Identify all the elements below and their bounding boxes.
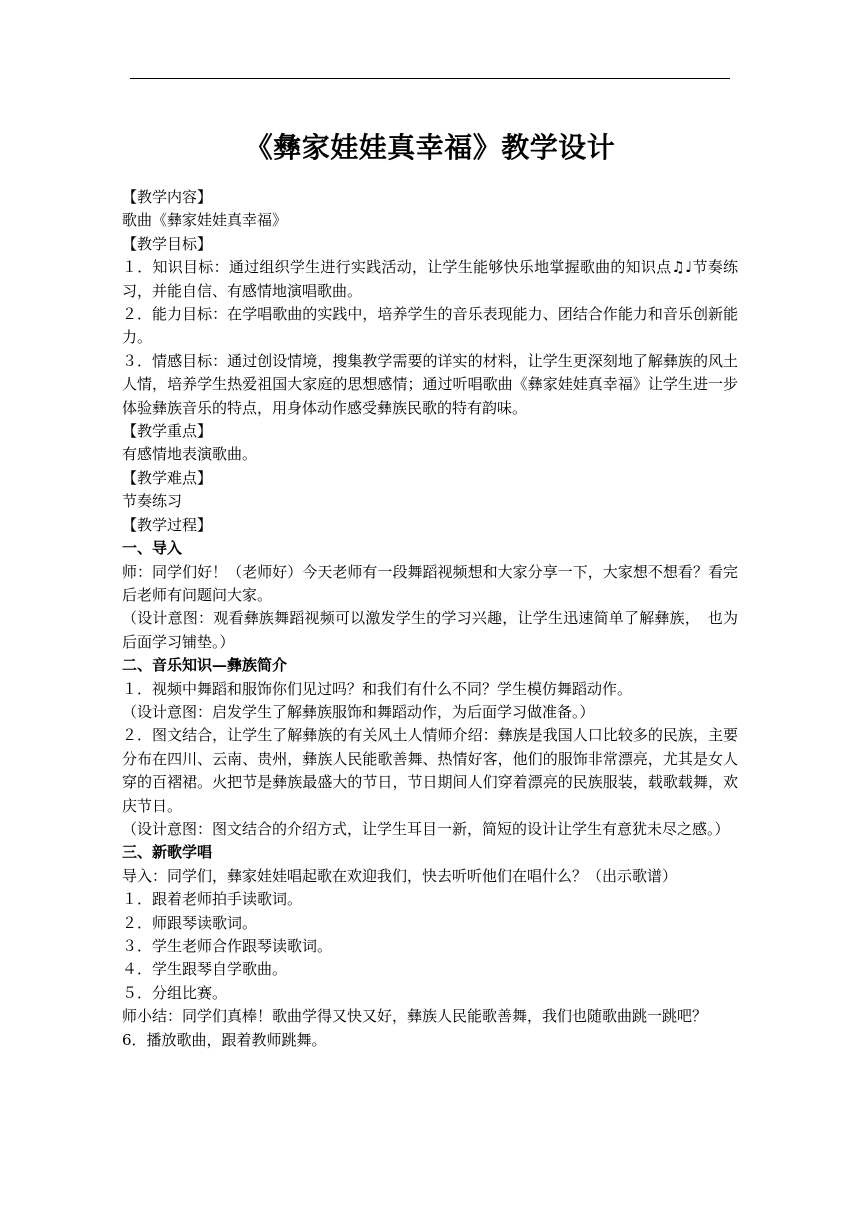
document-body <box>122 186 738 1052</box>
new-song-step-2: ２．师跟琴读歌词。 <box>122 913 258 932</box>
difficulties-text: 节奏练习 <box>122 492 183 511</box>
content-text: 歌曲《彝家娃娃真幸福》 <box>122 211 288 230</box>
knowledge-step-2: ２．图文结合，让学生了解彝族的有关风土人情师介绍：彝族是我国人口比较多的民族，主要分布在四川、云南、贵州，彝族人民能歌善舞、热情好客，他们的服饰非常漂亮，尤其是女人穿的百褶裙。火把节是彝族最盛大的节日，节日期间人们穿着漂亮的民族服装，载歌载舞，欢庆节日。 <box>122 726 738 815</box>
teacher-summary: 师小结：同学们真棒！歌曲学得又快又好，彝族人民能歌善舞，我们也随歌曲跳一跳吧？ <box>122 1007 708 1026</box>
section-heading-objectives: 【教学目标】 <box>122 234 213 253</box>
new-song-step-4: ４．学生跟琴自学歌曲。 <box>122 960 288 979</box>
knowledge-step-1: １．视频中舞蹈和服饰你们见过吗？和我们有什么不同？学生模仿舞蹈动作。 <box>122 679 633 698</box>
new-song-step-1: １．跟着老师拍手读歌词。 <box>122 890 303 909</box>
new-song-step-3: ３．学生老师合作跟琴读歌词。 <box>122 937 333 955</box>
new-song-step-6: 6．播放歌曲，跟着教师跳舞。 <box>122 1030 327 1049</box>
intro-teacher-speech: 师：同学们好！（老师好）今天老师有一段舞蹈视频想和大家分享一下，大家想不想看？看完后老师有问题问大家。 <box>122 562 738 604</box>
section-heading-difficulties: 【教学难点】 <box>122 468 213 487</box>
knowledge-step-2-intent: （设计意图：图文结合的介绍方式，让学生耳目一新，简短的设计让学生有意犹未尽之感。） <box>122 819 730 838</box>
new-song-intro: 导入：同学们，彝家娃娃唱起歌在欢迎我们，快去听听他们在唱什么？（出示歌谱） <box>122 866 678 885</box>
key-points-text: 有感情地表演歌曲。 <box>122 445 258 464</box>
section-heading-content: 【教学内容】 <box>122 188 213 206</box>
process-heading-music-knowledge: 二、音乐知识—彝族简介 <box>122 656 288 675</box>
process-heading-new-song: 三、新歌学唱 <box>122 843 213 862</box>
objective-emotion: ３．情感目标：通过创设情境，搜集教学需要的详实的材料，让学生更深刻地了解彝族的风土人情，培养学生热爱祖国大家庭的思想感情；通过听唱歌曲《彝家娃娃真幸福》让学生进一步体验彝族音乐的特点，用身体动作感受彝族民歌的特有韵味。 <box>122 351 738 417</box>
process-heading-intro: 一、导入 <box>122 539 183 558</box>
document-title: 《彝家娃娃真幸福》教学设计 <box>244 131 616 164</box>
intro-design-intent: （设计意图：观看彝族舞蹈视频可以激发学生的学习兴趣，让学生迅速简单了解彝族， 也为后面学习铺垫。） <box>122 609 738 651</box>
section-heading-process: 【教学过程】 <box>122 515 213 534</box>
header-rule <box>130 78 730 79</box>
objective-ability: ２．能力目标：在学唱歌曲的实践中，培养学生的音乐表现能力、团结合作能力和音乐创新能力。 <box>122 305 738 347</box>
knowledge-step-1-intent: （设计意图：启发学生了解彝族服饰和舞蹈动作，为后面学习做准备。） <box>122 702 595 721</box>
new-song-step-5: ５．分组比赛。 <box>122 983 228 1002</box>
section-heading-key-points: 【教学重点】 <box>122 422 213 441</box>
objective-knowledge: １．知识目标：通过组织学生进行实践活动，让学生能够快乐地掌握歌曲的知识点♫♩节奏练习，并能自信、有感情地演唱歌曲。 <box>122 258 738 300</box>
